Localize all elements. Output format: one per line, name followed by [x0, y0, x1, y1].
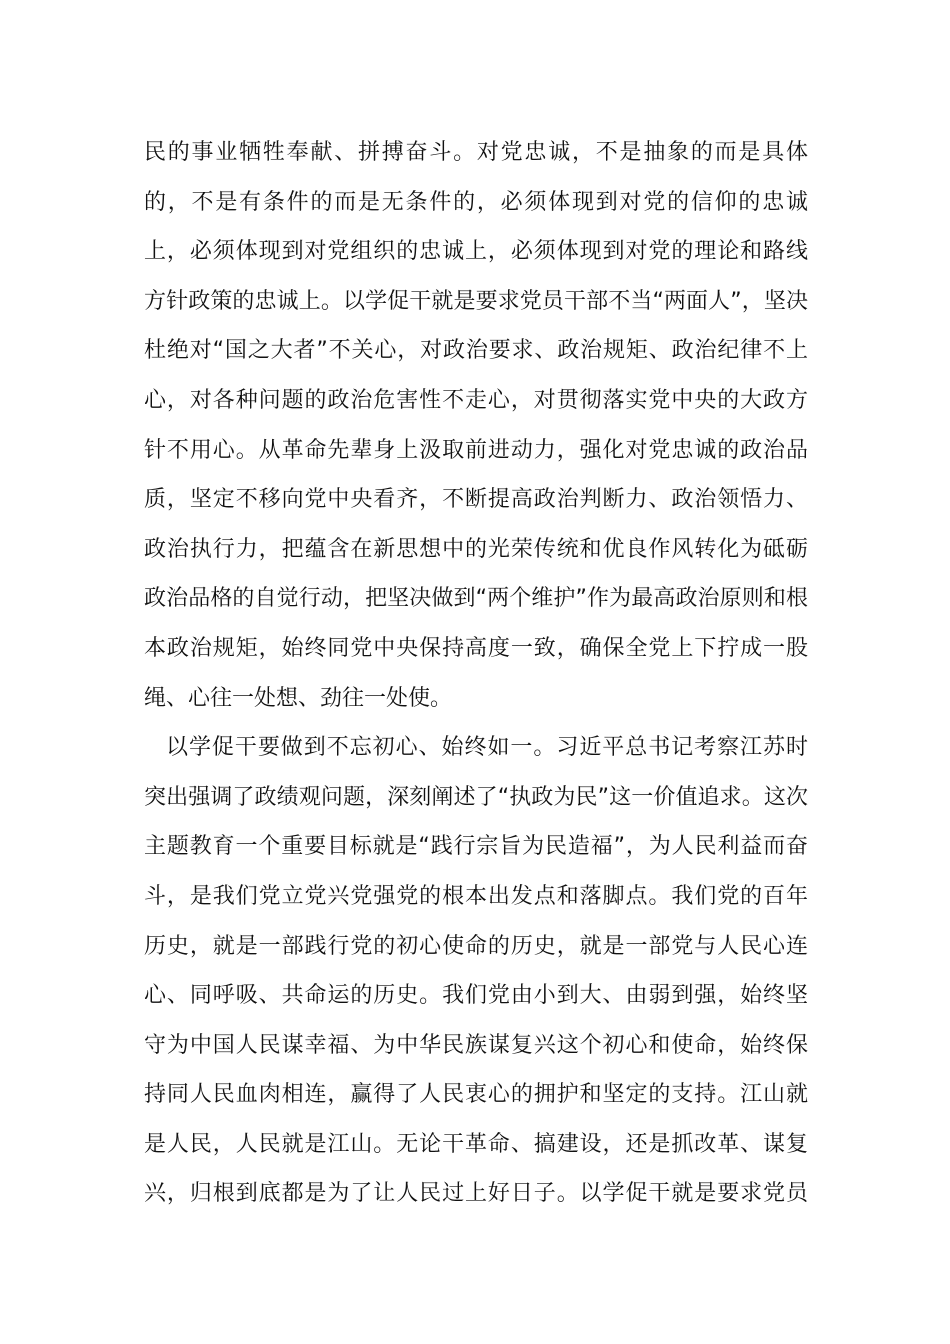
text-line: 突出强调了政绩观问题，深刻阐述了“执政为民”这一价值追求。这次 — [144, 784, 808, 810]
text-line: 主题教育一个重要目标就是“践行宗旨为民造福”，为人民利益而奋 — [144, 834, 808, 860]
text-line: 的，不是有条件的而是无条件的，必须体现到对党的信仰的忠诚 — [144, 189, 808, 215]
text-line: 针不用心。从革命先辈身上汲取前进动力，强化对党忠诚的政治品 — [144, 437, 808, 463]
text-line: 政治执行力，把蕴含在新思想中的光荣传统和优良作风转化为砥砺 — [144, 536, 808, 562]
text-line: 是人民，人民就是江山。无论干革命、搞建设，还是抓改革、谋复 — [144, 1131, 808, 1157]
text-line: 杜绝对“国之大者”不关心，对政治要求、政治规矩、政治纪律不上 — [144, 338, 808, 364]
text-line: 持同人民血肉相连，赢得了人民衷心的拥护和坚定的支持。江山就 — [144, 1082, 808, 1108]
text-line: 兴，归根到底都是为了让人民过上好日子。以学促干就是要求党员 — [144, 1181, 808, 1207]
text-line: 心，对各种问题的政治危害性不走心，对贯彻落实党中央的大政方 — [144, 387, 808, 413]
text-line: 上，必须体现到对党组织的忠诚上，必须体现到对党的理论和路线 — [144, 239, 808, 265]
text-line: 方针政策的忠诚上。以学促干就是要求党员干部不当“两面人”，坚决 — [144, 288, 808, 314]
text-line: 心、同呼吸、共命运的历史。我们党由小到大、由弱到强，始终坚 — [144, 983, 808, 1009]
text-line: 政治品格的自觉行动，把坚决做到“两个维护”作为最高政治原则和根 — [144, 586, 808, 612]
paragraph-end-line: 绳、心往一处想、劲往一处使。 — [144, 685, 453, 711]
text-line: 民的事业牺牲奉献、拼搏奋斗。对党忠诚，不是抽象的而是具体 — [144, 140, 808, 165]
document-body — [144, 128, 808, 1219]
text-line: 斗，是我们党立党兴党强党的根本出发点和落脚点。我们党的百年 — [144, 883, 808, 909]
text-line: 本政治规矩，始终同党中央保持高度一致，确保全党上下拧成一股 — [144, 635, 808, 661]
text-line: 历史，就是一部践行党的初心使命的历史，就是一部党与人民心连 — [144, 933, 808, 959]
paragraph-start-line: 以学促干要做到不忘初心、始终如一。习近平总书记考察江苏时 — [166, 735, 808, 761]
text-line: 质，坚定不移向党中央看齐，不断提高政治判断力、政治领悟力、 — [144, 487, 808, 513]
text-line: 守为中国人民谋幸福、为中华民族谋复兴这个初心和使命，始终保 — [144, 1032, 808, 1058]
